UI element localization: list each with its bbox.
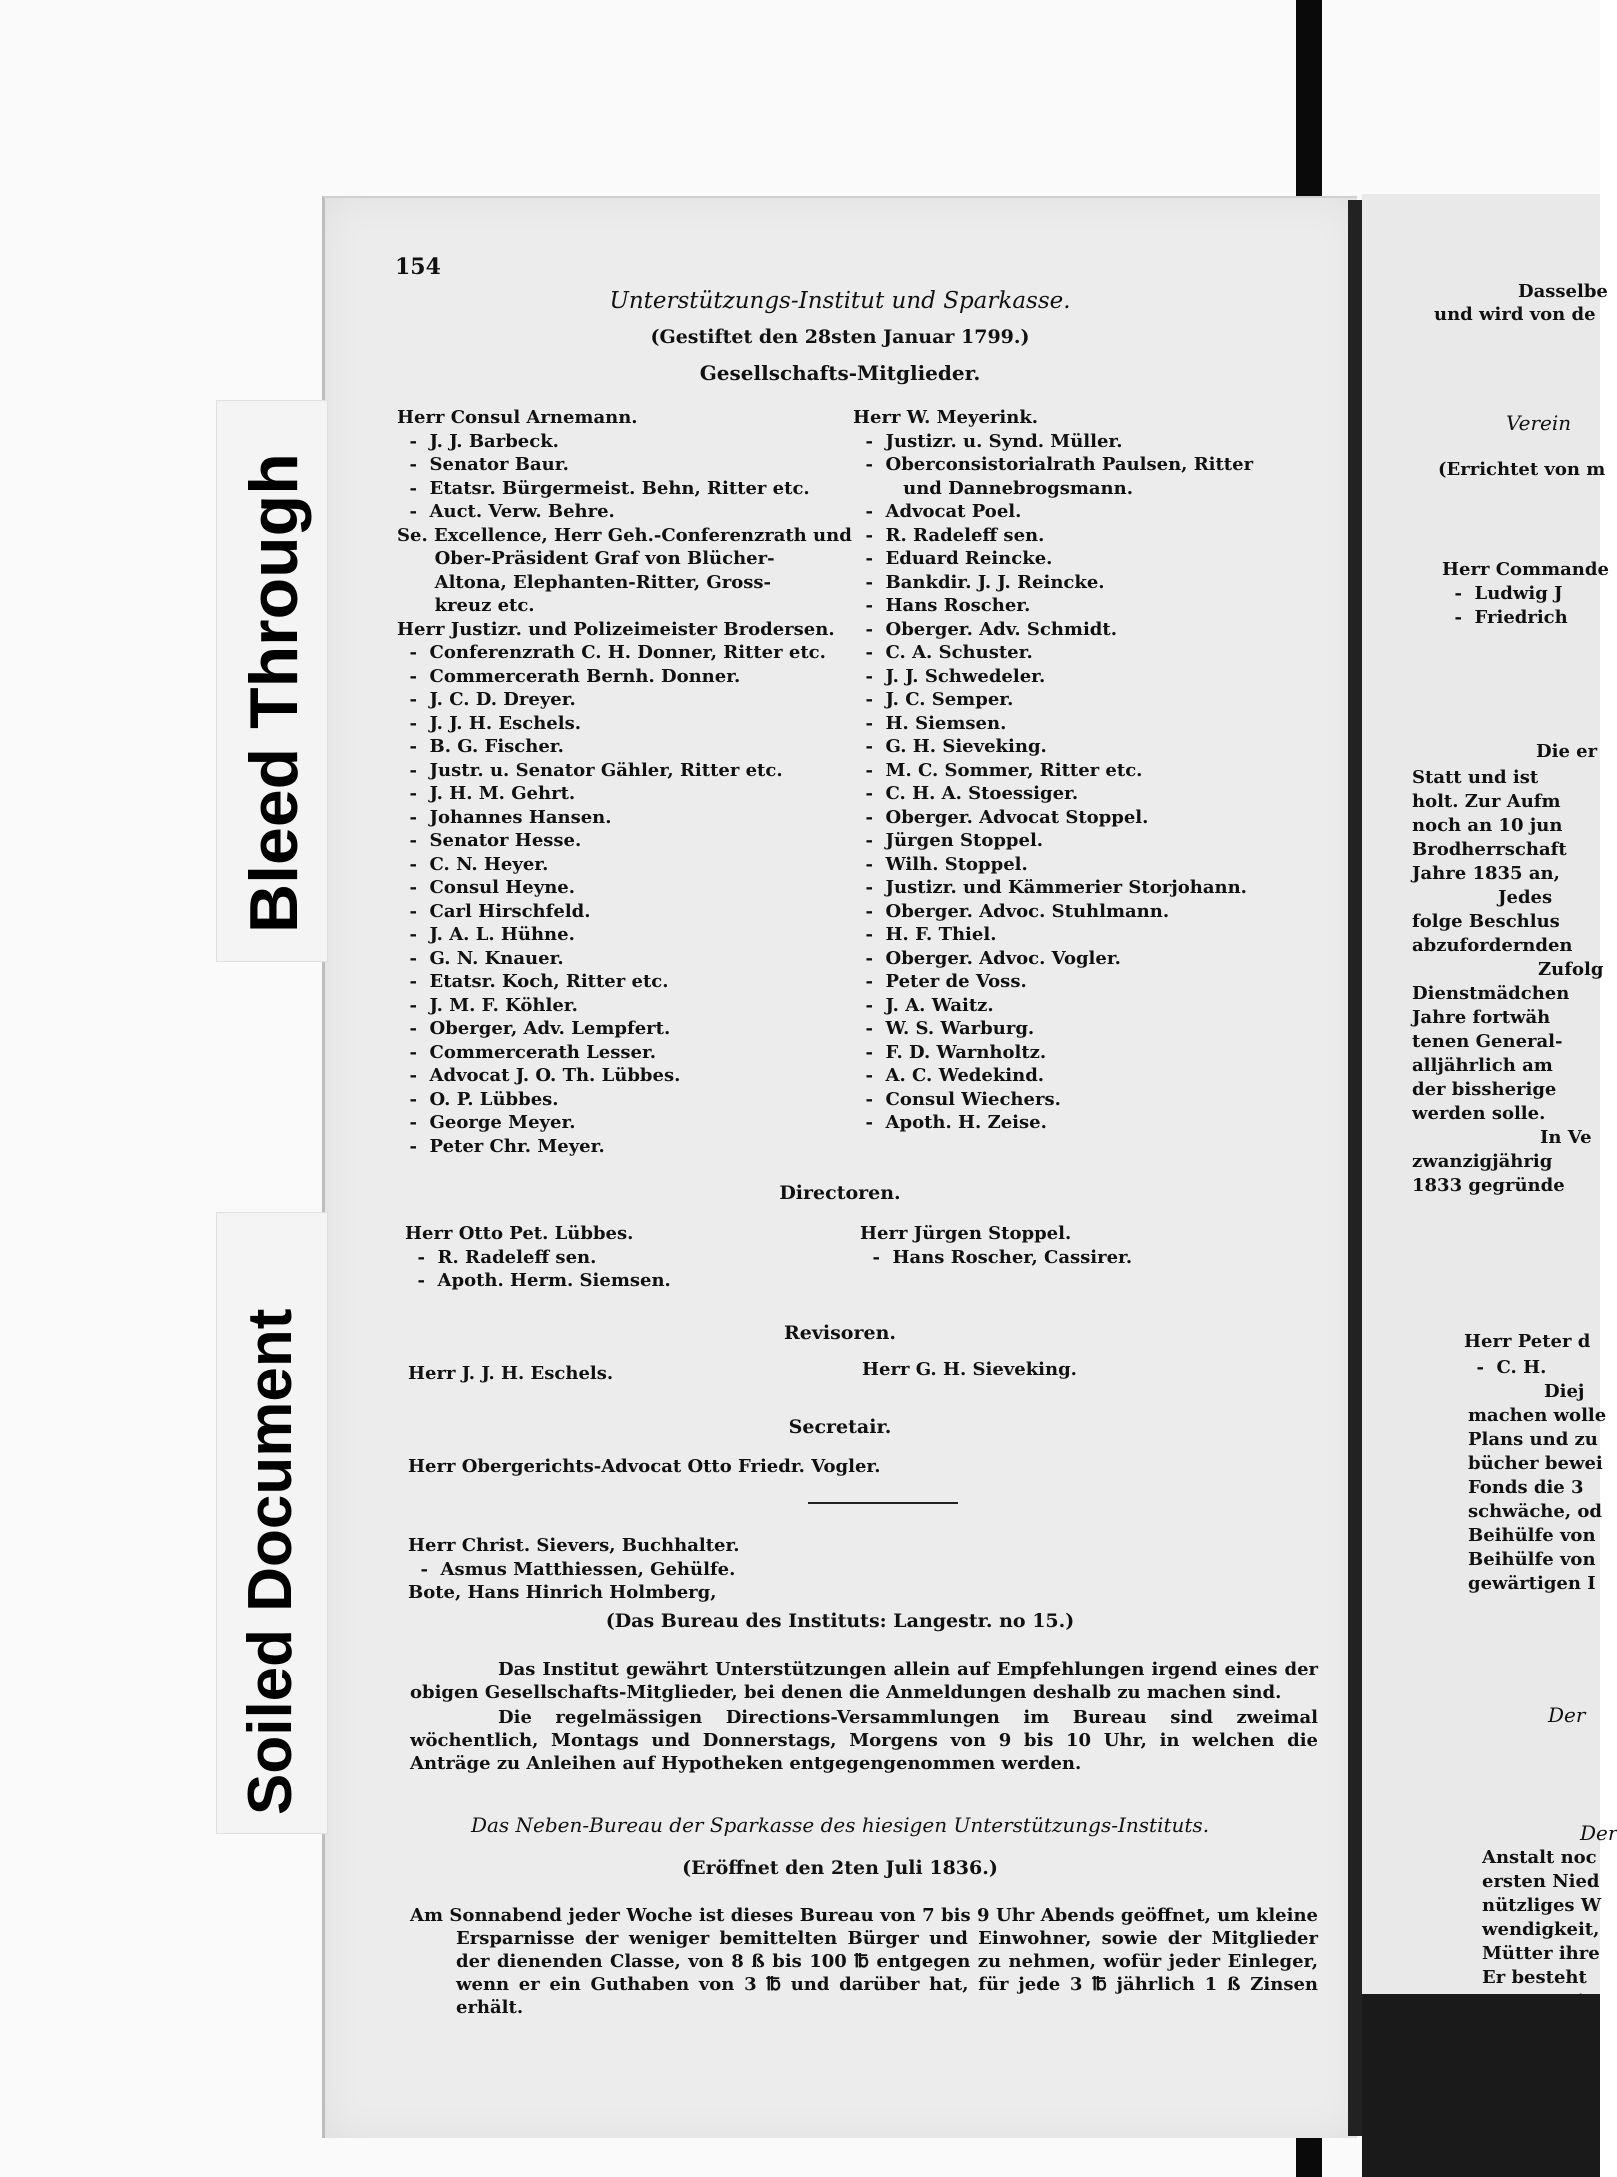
director-entry: - Apoth. Herm. Siemsen. <box>405 1270 671 1291</box>
right-page-fragment: ersten Nied <box>1482 1871 1600 1892</box>
member-entry: - Advocat J. O. Th. Lübbes. <box>397 1065 681 1086</box>
member-entry: - J. J. Schwedeler. <box>853 665 1046 687</box>
members-list-col1 <box>397 406 852 1158</box>
right-page-fragment: schwäche, od <box>1468 1501 1602 1522</box>
member-entry: - A. C. Wedekind. <box>853 1065 1045 1086</box>
right-page-fragment: und wird von de <box>1434 304 1596 325</box>
right-page-fragment: - Friedrich <box>1442 607 1568 628</box>
member-entry: - B. G. Fischer. <box>397 736 564 757</box>
right-page-fragment: Jahre fortwäh <box>1412 1007 1551 1028</box>
right-page-fragment: Brodherrschaft <box>1412 839 1567 860</box>
soiled-document-label: Soiled Document <box>236 1308 305 1815</box>
right-page-fragment: In Ve <box>1540 1127 1592 1148</box>
right-page-fragment: Plans und zu <box>1468 1429 1598 1450</box>
member-entry: - M. C. Sommer, Ritter etc. <box>853 759 1143 781</box>
neben-bureau-title: Das Neben-Bureau der Sparkasse des hiesigen Unterstützungs-Instituts. <box>470 1813 1210 1837</box>
paragraph-sparkasse: Am Sonnabend jeder Woche ist dieses Bureau von 7 bis 9 Uhr Abends geöffnet, um kleine Ersparnisse der weniger bemittelten Bürger und Einwohner, sowie der Mitglieder der dienenden Classe, von 8 ß bis 100 ℔ entgegen zu nehmen, wofür jeder Einleger, wenn er ein Guthaben von 3 ℔ und darüber hat, für jede 3 ℔ jährlich 1 ß Zinsen erhält. <box>410 1905 1318 2018</box>
member-entry: - J. J. H. Eschels. <box>397 712 581 734</box>
right-page-fragment: noch an 10 jun <box>1412 815 1563 836</box>
right-page-fragment: gewärtigen I <box>1468 1573 1596 1594</box>
member-entry: - Peter Chr. Meyer. <box>397 1135 605 1157</box>
secretary-name: Herr Obergerichts-Advocat Otto Friedr. Vogler. <box>408 1456 881 1477</box>
directors-list-col2 <box>860 1222 1132 1269</box>
member-entry: - Oberger. Advoc. Vogler. <box>853 947 1121 969</box>
bleed-through-label: Bleed Through <box>236 453 312 933</box>
member-entry: - Oberger, Adv. Lempfert. <box>397 1018 671 1039</box>
secretary-heading: Secretair. <box>788 1416 892 1438</box>
member-entry: kreuz etc. <box>397 595 535 616</box>
section-divider <box>808 1502 958 1504</box>
right-page <box>1362 194 1617 1994</box>
right-page-fragment: (Errichtet von m <box>1438 459 1606 480</box>
member-entry: und Dannebrogsmann. <box>853 477 1134 499</box>
member-entry: - H. F. Thiel. <box>853 924 997 945</box>
member-entry: - Johannes Hansen. <box>397 806 612 828</box>
members-heading: Gesellschafts-Mitglieder. <box>699 361 981 385</box>
right-page-fragment: Beihülfe von <box>1468 1549 1596 1570</box>
member-entry: - Auct. Verw. Behre. <box>397 501 615 522</box>
member-entry: - F. D. Warnholtz. <box>853 1041 1047 1063</box>
right-page-fragment: - Ludwig J <box>1442 583 1563 604</box>
member-entry: - Carl Hirschfeld. <box>397 900 591 922</box>
member-entry: - Oberger. Advoc. Stuhlmann. <box>853 900 1170 922</box>
founded-note: (Gestiftet den 28sten Januar 1799.) <box>650 326 1030 348</box>
right-page-fragment: Anstalt noc <box>1482 1847 1597 1868</box>
member-entry: Ober-Präsident Graf von Blücher- <box>397 548 775 569</box>
right-page-fragment: abzufordernden <box>1412 935 1573 956</box>
member-entry: - George Meyer. <box>397 1112 576 1133</box>
member-entry: - Hans Roscher. <box>853 595 1031 616</box>
staff-entry: - Asmus Matthiessen, Gehülfe. <box>408 1558 736 1580</box>
member-entry: - Commercerath Lesser. <box>397 1041 657 1063</box>
member-entry: - G. N. Knauer. <box>397 947 564 969</box>
right-page-fragment: holt. Zur Aufm <box>1412 791 1561 812</box>
book-gutter <box>1348 200 1362 2136</box>
director-entry: Herr Jürgen Stoppel. <box>860 1223 1072 1244</box>
page-number: 154 <box>395 254 441 280</box>
member-entry: - Justr. u. Senator Gähler, Ritter etc. <box>397 759 783 781</box>
member-entry: - J. A. L. Hühne. <box>397 924 575 945</box>
member-entry: - C. N. Heyer. <box>397 853 549 875</box>
director-entry: - R. Radeleff sen. <box>405 1246 597 1268</box>
right-page-fragment: Fonds die 3 <box>1468 1477 1584 1498</box>
neben-bureau-opened: (Eröffnet den 2ten Juli 1836.) <box>682 1857 998 1879</box>
right-page-fragment: Der <box>1580 1821 1617 1845</box>
member-entry: - Justizr. u. Synd. Müller. <box>853 430 1123 452</box>
member-entry: - W. S. Warburg. <box>853 1018 1035 1039</box>
right-page-fragment: machen wolle <box>1468 1405 1607 1426</box>
right-page-fragment: 1833 gegründe <box>1412 1175 1565 1196</box>
staff-list <box>408 1534 740 1605</box>
right-page-fragment: - C. H. <box>1464 1357 1547 1378</box>
member-entry: - Apoth. H. Zeise. <box>853 1112 1047 1133</box>
right-page-fragment: werden solle. <box>1412 1103 1546 1124</box>
right-page-fragment: Jahre 1835 an, <box>1412 863 1560 884</box>
member-entry: - Etatsr. Bürgermeist. Behn, Ritter etc. <box>397 477 810 499</box>
member-entry: - R. Radeleff sen. <box>853 524 1045 546</box>
member-entry: - Advocat Poel. <box>853 501 1022 522</box>
staff-entry: Bote, Hans Hinrich Holmberg, <box>408 1582 717 1603</box>
member-entry: - Consul Heyne. <box>397 877 576 898</box>
right-page-fragment: folge Beschlus <box>1412 911 1560 932</box>
right-page-fragment: alljährlich am <box>1412 1055 1553 1076</box>
member-entry: - Wilh. Stoppel. <box>853 853 1028 875</box>
member-entry: - Oberger. Adv. Schmidt. <box>853 618 1117 640</box>
right-page-fragment: tenen General- <box>1412 1031 1563 1052</box>
staff-entry: Herr Christ. Sievers, Buchhalter. <box>408 1535 740 1556</box>
right-page-fragment: zwanzigjährig <box>1412 1151 1553 1172</box>
member-entry: - J. M. F. Köhler. <box>397 994 578 1016</box>
revisor-1: Herr J. J. H. Eschels. <box>408 1363 614 1384</box>
right-page-fragment: Er besteht <box>1482 1967 1587 1988</box>
revisor-2: Herr G. H. Sieveking. <box>862 1359 1077 1380</box>
right-page-fragment: Herr Peter d <box>1464 1331 1591 1352</box>
director-entry: - Hans Roscher, Cassirer. <box>860 1246 1133 1268</box>
right-page-fragment: Dasselbe <box>1518 281 1608 302</box>
member-entry: - C. A. Schuster. <box>853 642 1033 663</box>
member-entry: - Oberconsistorialrath Paulsen, Ritter <box>853 454 1254 475</box>
director-entry: Herr Otto Pet. Lübbes. <box>405 1223 634 1244</box>
soiled-document-tab <box>216 1212 328 1834</box>
member-entry: - Oberger. Advocat Stoppel. <box>853 806 1149 828</box>
member-entry: - Peter de Voss. <box>853 971 1027 992</box>
member-entry: - H. Siemsen. <box>853 712 1007 734</box>
right-page-fragment: Diej <box>1544 1381 1585 1402</box>
right-page-shadow <box>1362 1994 1600 2177</box>
revisors-heading: Revisoren. <box>783 1322 897 1344</box>
member-entry: - C. H. A. Stoessiger. <box>853 783 1079 804</box>
paragraph-meetings: Die regelmässigen Directions-Versammlungen im Bureau sind zweimal wöchentlich, Montags und Donnerstags, Morgens von 9 bis 10 Uhr, in welchen die Anträge zu Anleihen auf Hypotheken entgegengenommen werden. <box>410 1707 1318 1774</box>
member-entry: - Conferenzrath C. H. Donner, Ritter etc. <box>397 642 826 663</box>
member-entry: - Consul Wiechers. <box>853 1088 1061 1110</box>
member-entry: - Commercerath Bernh. Donner. <box>397 665 741 687</box>
member-entry: - J. J. Barbeck. <box>397 430 559 452</box>
member-entry: - Bankdir. J. J. Reincke. <box>853 571 1105 593</box>
right-page-fragment: der bissherige <box>1412 1079 1557 1100</box>
right-page-fragment: Mütter ihre <box>1482 1943 1600 1964</box>
member-entry: - O. P. Lübbes. <box>397 1088 559 1110</box>
member-entry: - Justizr. und Kämmerier Storjohann. <box>853 877 1247 898</box>
right-page-fragment: Statt und ist <box>1412 767 1539 788</box>
member-entry: - Jürgen Stoppel. <box>853 830 1044 851</box>
right-page-fragment: Dienstmädchen <box>1412 983 1570 1004</box>
members-list-col2 <box>853 406 1253 1135</box>
directors-list-col1 <box>405 1222 671 1293</box>
right-page-fragment: Die er <box>1536 741 1598 762</box>
member-entry: Se. Excellence, Herr Geh.-Conferenzrath und <box>397 524 852 546</box>
bleed-through-tab <box>216 400 328 962</box>
member-entry: - J. H. M. Gehrt. <box>397 783 576 804</box>
right-page-fragment: Der <box>1548 1703 1586 1727</box>
member-entry: - Eduard Reincke. <box>853 548 1053 569</box>
member-entry: - Senator Baur. <box>397 454 569 475</box>
right-page-fragment: Jedes <box>1498 887 1553 908</box>
member-entry: - Etatsr. Koch, Ritter etc. <box>397 971 669 992</box>
right-page-fragment: Beihülfe von <box>1468 1525 1596 1546</box>
member-entry: Herr Justizr. und Polizeimeister Brodersen. <box>397 618 835 640</box>
right-page-fragment: Zufolg <box>1538 959 1604 980</box>
right-page-fragment: Herr Commande <box>1442 559 1609 580</box>
page-title: Unterstützungs-Institut und Sparkasse. <box>609 288 1071 314</box>
bureau-address: (Das Bureau des Instituts: Langestr. no 15.) <box>605 1610 1075 1632</box>
member-entry: - J. C. Semper. <box>853 689 1014 710</box>
directors-heading: Directoren. <box>779 1182 901 1204</box>
member-entry: - Senator Hesse. <box>397 830 582 851</box>
member-entry: Altona, Elephanten-Ritter, Gross- <box>397 571 771 593</box>
member-entry: - J. C. D. Dreyer. <box>397 689 576 710</box>
member-entry: Herr Consul Arnemann. <box>397 407 638 428</box>
paragraph-support: Das Institut gewährt Unterstützungen allein auf Empfehlungen irgend eines der obigen Gesellschafts-Mitglieder, bei denen die Anmeldungen deshalb zu machen sind. <box>410 1659 1318 1703</box>
member-entry: - G. H. Sieveking. <box>853 736 1047 757</box>
right-page-fragment: wendigkeit, <box>1482 1919 1600 1940</box>
right-page-fragment: bücher bewei <box>1468 1453 1603 1474</box>
member-entry: - J. A. Waitz. <box>853 994 994 1016</box>
right-page-fragment: Verein <box>1506 411 1572 435</box>
member-entry: Herr W. Meyerink. <box>853 407 1039 428</box>
right-page-fragment: nützliges W <box>1482 1895 1602 1916</box>
